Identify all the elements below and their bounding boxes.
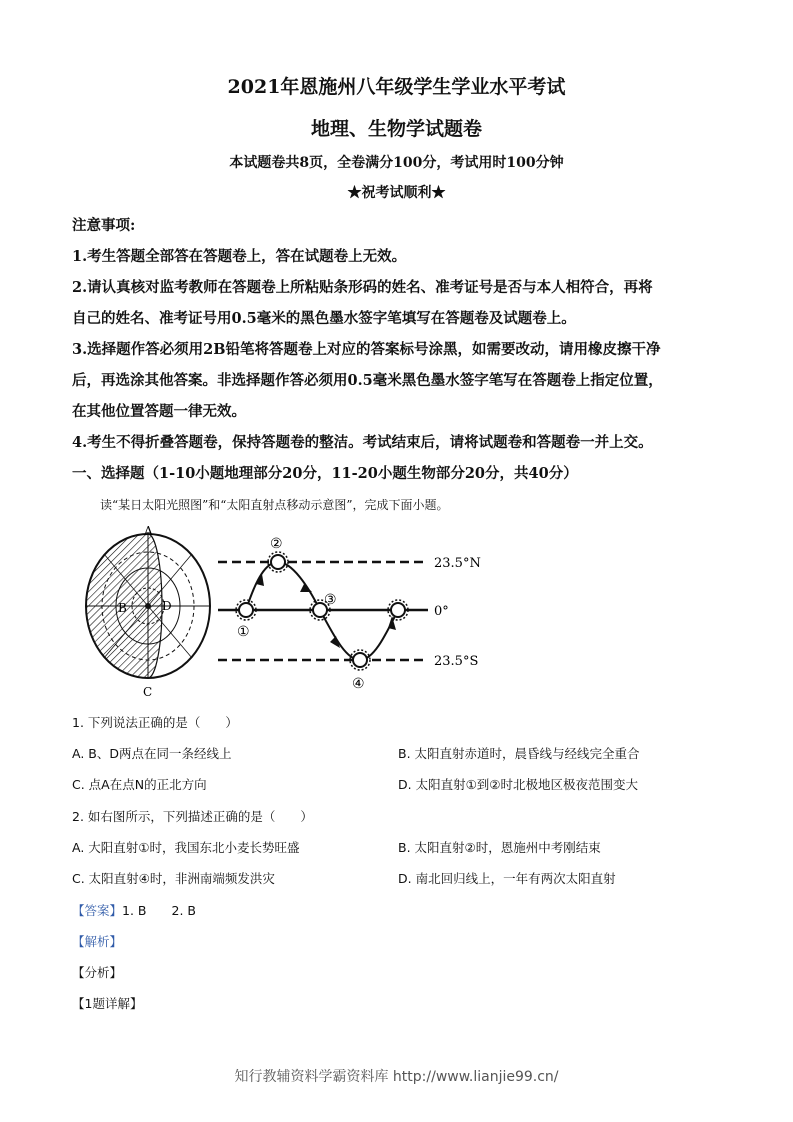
answer-line (72, 901, 196, 919)
sunlight-figure (78, 524, 508, 700)
answer-label: 【答案】 (72, 903, 123, 918)
notice-heading: 注意事项: (72, 217, 136, 234)
footer-watermark: 知行教辅资料学霸资料库 http://www.lianjie99.cn/ (234, 1069, 559, 1085)
sun-position-end-icon (388, 600, 408, 620)
analysis-label: 【解析】 (72, 934, 123, 949)
notice-line-6: 在其他位置答题一律无效。 (72, 403, 246, 420)
notice-line-3: 自己的姓名、准考证号用0.5毫米的黑色墨水签字笔填写在答题卷及试题卷上。 (72, 310, 576, 327)
label-b: B (118, 601, 127, 615)
question-2-option-c: C. 太阳直射④时，非洲南端频发洪灾 (72, 871, 275, 886)
exam-subtitle: 地理、生物学试题卷 (310, 118, 482, 140)
question-2-stem: 2. 如右图所示，下列描述正确的是（ ） (72, 809, 313, 824)
section-title: 一、选择题（1-10小题地理部分20分，11-20小题生物部分20分，共40分） (72, 465, 578, 482)
notice-line-2: 2.请认真核对监考教师在答题卷上所粘贴条形码的姓名、准考证号是否与本人相符合，再将 (72, 279, 653, 296)
sun-movement-diagram (218, 536, 481, 692)
exam-info: 本试题卷共8页，全卷满分100分，考试用时100分钟 (229, 155, 564, 171)
label-equator: 0° (434, 604, 449, 619)
label-tropic-north: 23.5°N (434, 556, 481, 571)
label-n3: ③ (324, 592, 337, 608)
exam-wish: ★祝考试顺利★ (347, 185, 446, 201)
sun-position-1-icon (236, 600, 256, 620)
sun-position-4-icon (350, 650, 370, 670)
section-intro: 读“某日太阳光照图”和“太阳直射点移动示意图”，完成下面小题。 (100, 498, 449, 512)
question-1-option-c: C. 点A在点N的正北方向 (72, 777, 207, 792)
question-1-option-a: A. B、D两点在同一条经线上 (72, 746, 232, 761)
question-1-option-b: B. 太阳直射赤道时，晨昏线与经线完全重合 (398, 746, 640, 761)
fenxi-label: 【分析】 (72, 965, 123, 980)
globe-diagram (86, 524, 210, 699)
question-1-stem: 1. 下列说法正确的是（ ） (72, 715, 238, 730)
exam-title: 2021年恩施州八年级学生学业水平考试 (227, 76, 566, 98)
notice-line-7: 4.考生不得折叠答题卷，保持答题卷的整洁。考试结束后，请将试题卷和答题卷一并上交。 (72, 434, 653, 451)
answer-value: 1. B 2. B (122, 903, 196, 918)
label-a: A (144, 524, 153, 538)
question-2-option-b: B. 太阳直射②时，恩施州中考刚结束 (398, 840, 601, 855)
notice-line-4: 3.选择题作答必须用2B铅笔将答题卷上对应的答案标号涂黑，如需要改动，请用橡皮擦干净 (72, 341, 661, 358)
label-tropic-south: 23.5°S (434, 654, 479, 669)
question-1-option-d: D. 太阳直射①到②时北极地区极夜范围变大 (398, 777, 638, 792)
label-n2: ② (270, 536, 283, 552)
label-n4: ④ (352, 676, 365, 692)
label-n1: ① (237, 624, 250, 640)
label-c: C (143, 685, 153, 699)
sun-position-2-icon (268, 552, 288, 572)
label-d: D (162, 599, 172, 613)
notice-line-1: 1.考生答题全部答在答题卷上，答在试题卷上无效。 (72, 248, 407, 265)
question-2-option-d: D. 南北回归线上，一年有两次太阳直射 (398, 871, 616, 886)
detail-1-label: 【1题详解】 (72, 996, 143, 1011)
notice-line-5: 后，再选涂其他答案。非选择题作答必须用0.5毫米黑色墨水签字笔写在答题卷上指定位置， (72, 372, 663, 389)
question-2-option-a: A. 大阳直射①时，我国东北小麦长势旺盛 (72, 840, 300, 855)
